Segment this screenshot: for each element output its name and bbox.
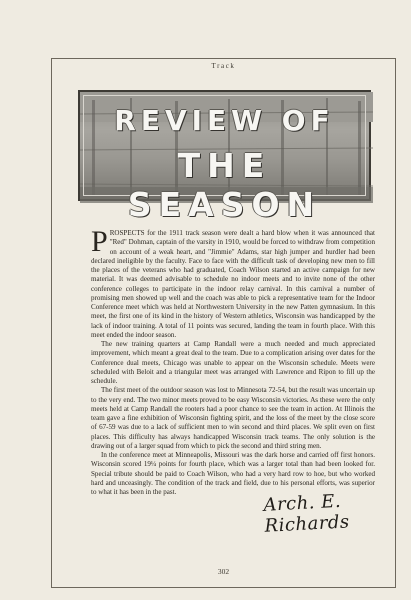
- paragraph-3: The first meet of the outdoor season was lost to Minnesota 72-54, but the result was uncertain up to the very end. The two minor meets proved to be easy Wisconsin victories. As these were the only meets held at Camp Randall the rooters had a poor chance to see the team in action. At Illinois the team gave a fine exhibition of Wisconsin fighting spirit, and the loss of the meet by the close score of 67-59 was due to a lack of sufficient men to win second and third places. We split even on first places. This difficulty has always handicapped Wisconsin track teams. The only solution is the drawing out of a larger squad from which to pick the second and third string men.: [91, 386, 375, 450]
- banner-title-line-2: THE SEASON: [127, 146, 322, 224]
- paragraph-1: [91, 225, 375, 340]
- drop-cap: P: [91, 225, 108, 258]
- banner-title-line-1: REVIEW OF: [114, 104, 335, 137]
- paragraph-4: In the conference meet at Minneapolis, Missouri was the dark horse and carried off first honors. Wisconsin scored 19¼ points for fourth place, which was a larger total than had been looked for. Special tribute should be paid to Coach Wilson, who had a very hard row to hoe, but who worked hard and unceasingly. The condition of the track and field, due to his personal efforts, was superior to what it has been in the past.: [91, 451, 375, 496]
- article-body: [91, 225, 375, 497]
- author-signature: Arch. E. Richards: [263, 490, 351, 537]
- page-number: 302: [217, 567, 230, 576]
- paragraph-1-text: ROSPECTS for the 1911 track season were dealt a hard blow when it was announced that "Red" Dohman, captain of the varsity in 1910, would be forced to withdraw from competition on account of a weak heart, and "Jimmie" Adams, star high jumper and hurdler had been declared ineligible by the faculty. Face to face with the difficult task of developing new men to fill the places of the veterans who had graduated, Coach Wilson started an active campaign for new material. It was deemed advisable to schedule no indoor meets and to invite none of the other conference colleges to participate in the indoor relay carnival. In this carnival a number of promising men showed up well and the coach was able to pick a representative team for the Indoor Conference meet which was held at Northwestern University in the new Patten gymnasium. In this meet, the first one of its kind in the history of Western athletics, Wisconsin was handicapped by the lack of indoor training. A total of 11 points was secured, landing the team in fourth place. With this meet ended the indoor season.: [91, 229, 375, 339]
- section-banner: [78, 90, 371, 224]
- running-head: Track: [211, 62, 236, 70]
- paragraph-2: The new training quarters at Camp Randall were a much needed and much appreciated improvement, which meant a great deal to the team. Due to a complication arising over dates for the Conference dual meets, Chicago was unable to appear on the Wisconsin schedule. Meets were scheduled with Beloit and a triangular meet was arranged with Lawrence and Ripon to fill up the schedule.: [91, 340, 375, 385]
